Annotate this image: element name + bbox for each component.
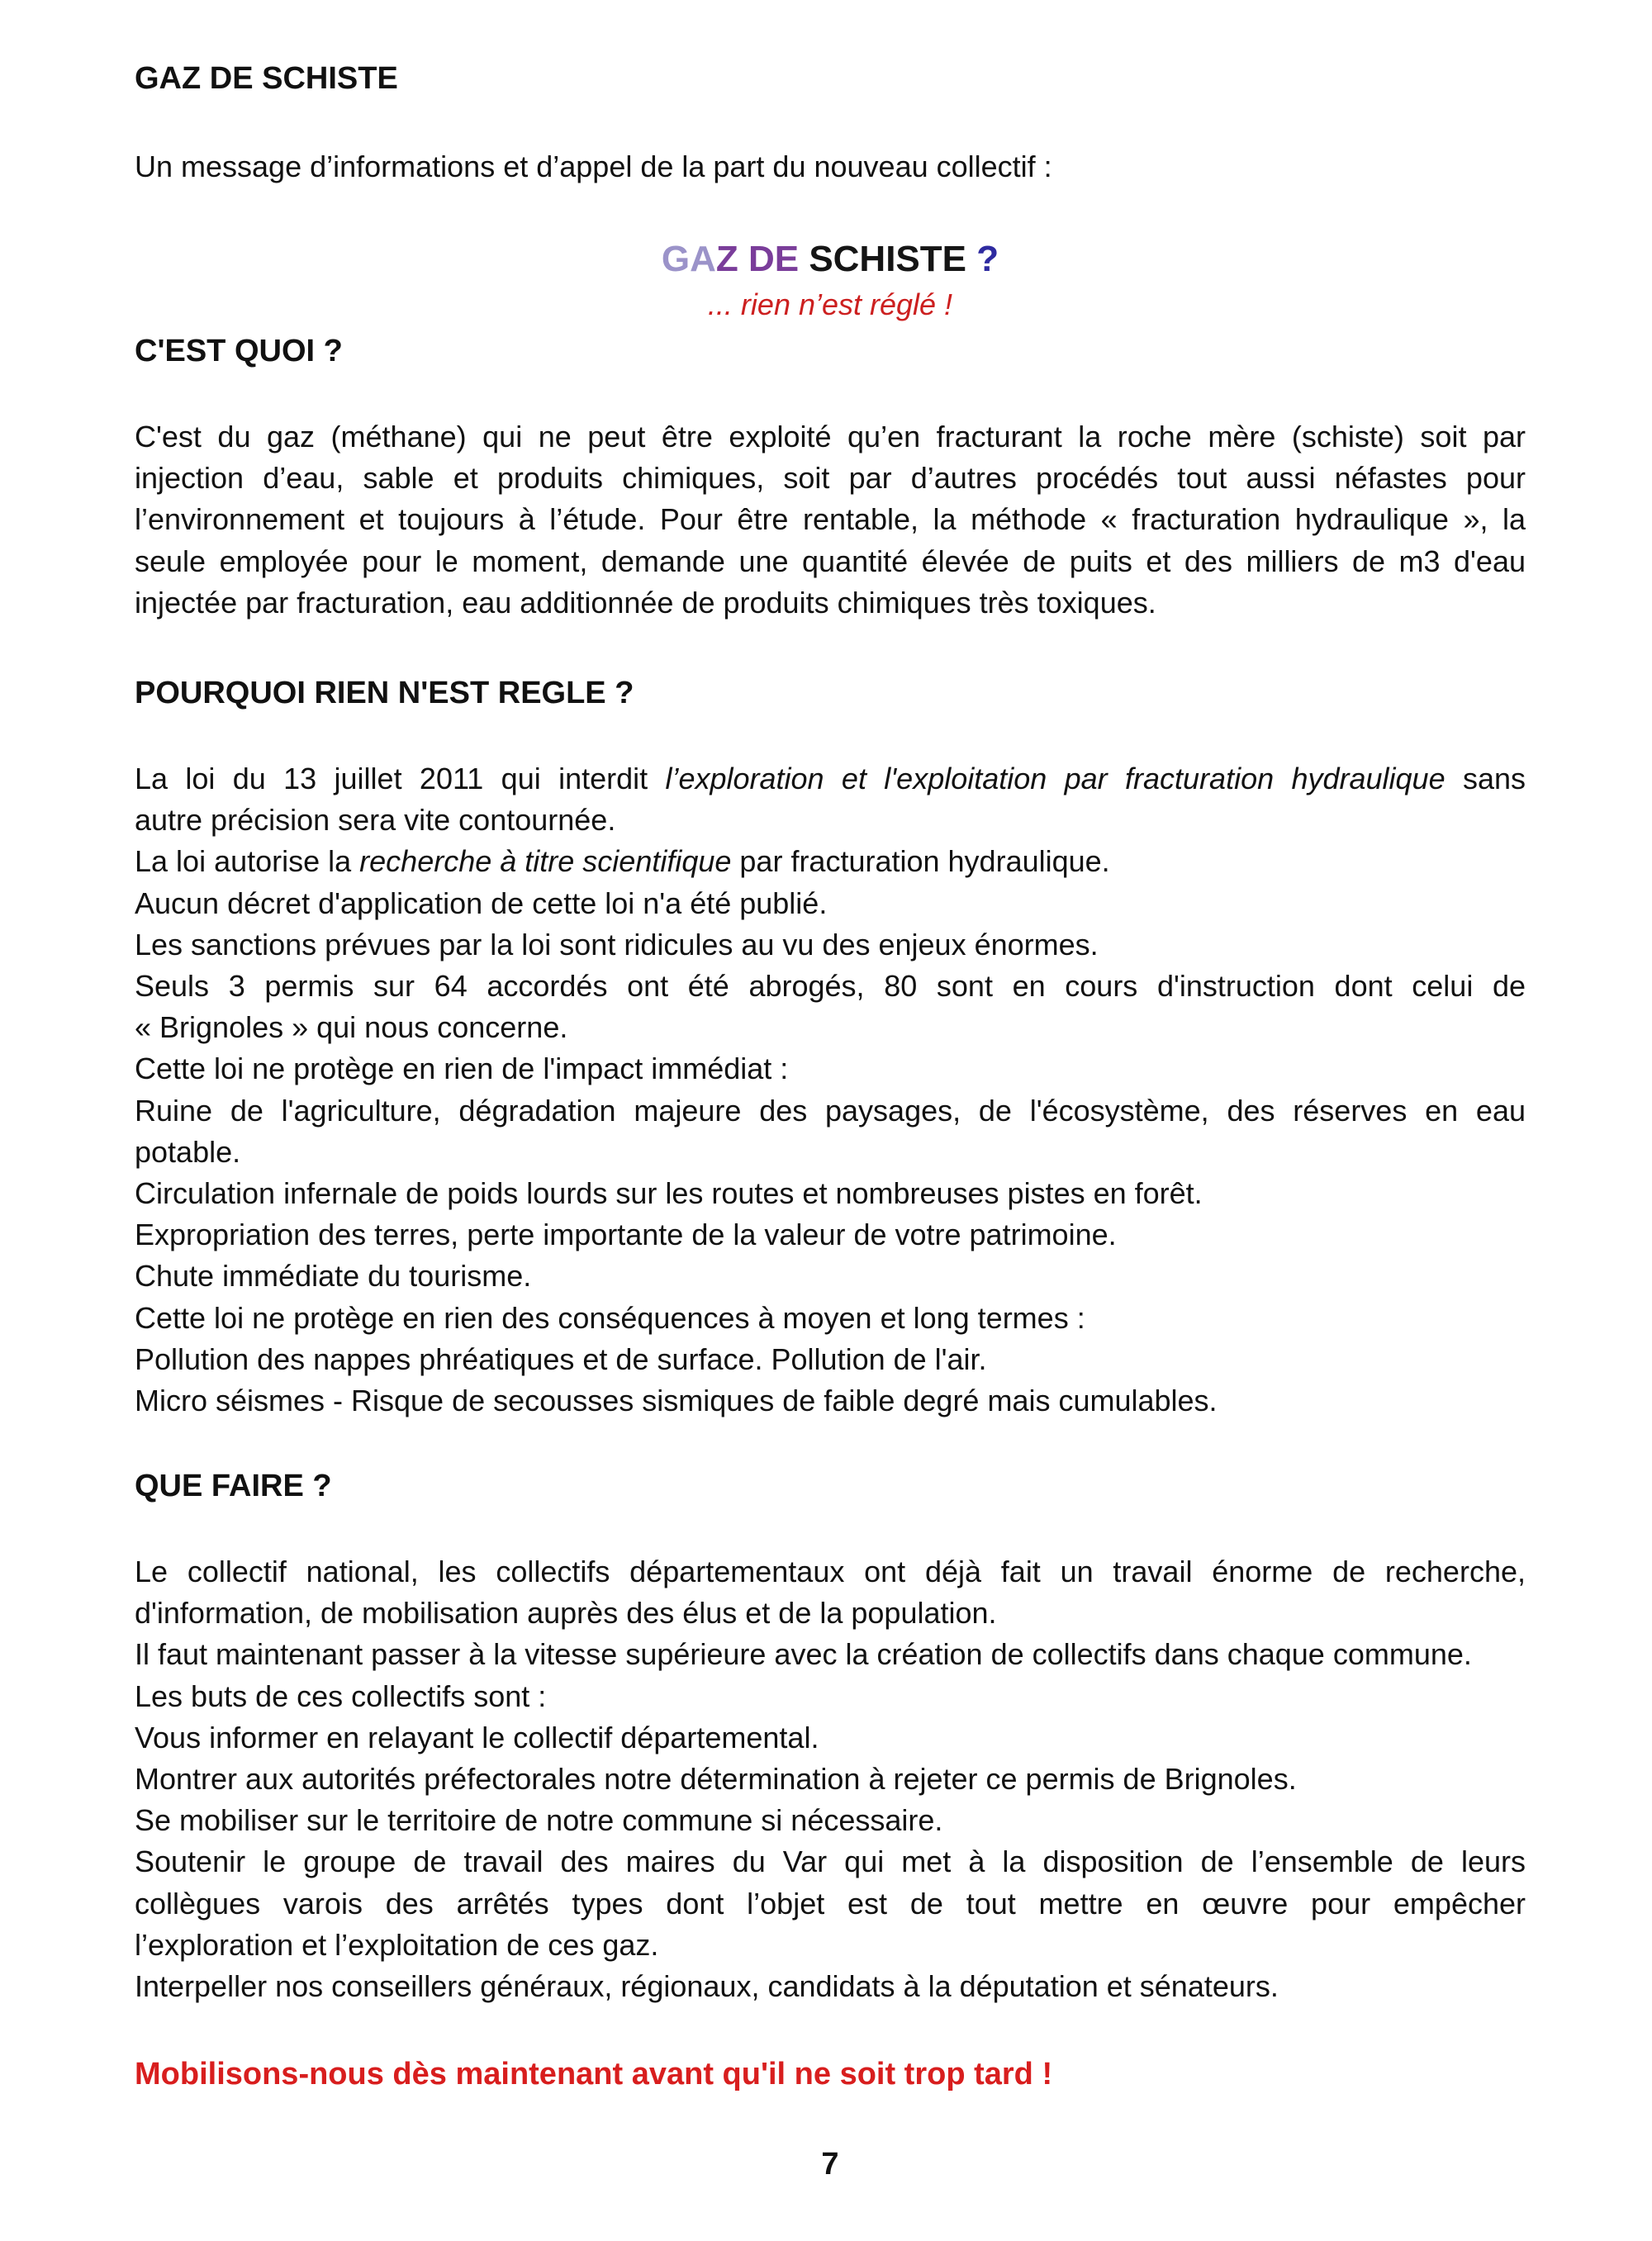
research-italic: recherche à titre scientifique xyxy=(359,844,732,879)
text-line: Circulation infernale de poids lourds sur les routes et nombreuses pistes en forêt. xyxy=(135,1176,1203,1211)
text-line: collègues varois des arrêtés types dont l’objet est de tout mettre en œuvre pour empêcher xyxy=(135,1886,1526,1921)
text-line: Les sanctions prévues par la loi sont ridicules au vu des enjeux énormes. xyxy=(135,927,1099,961)
text-line: Interpeller nos conseillers généraux, régionaux, candidats à la députation et sénateurs. xyxy=(135,1969,1279,2004)
section-body-que-faire xyxy=(135,1551,1526,2007)
law-italic: l’exploration et l'exploitation par fracturation hydraulique xyxy=(665,762,1446,795)
text-line: Se mobiliser sur le territoire de notre commune si nécessaire. xyxy=(135,1803,943,1838)
text-line: Chute immédiate du tourisme. xyxy=(135,1259,532,1294)
banner-title-part-4: ? xyxy=(966,239,999,279)
text-line: l’exploration et l’exploitation de ces gaz. xyxy=(135,1927,659,1962)
section-heading-que-faire: QUE FAIRE ? xyxy=(135,1469,332,1503)
text-line: Le collectif national, les collectifs départementaux ont déjà fait un travail énorme de recherche, xyxy=(135,1555,1526,1588)
text-line: Les buts de ces collectifs sont : xyxy=(135,1678,547,1713)
text-line: Vous informer en relayant le collectif départemental. xyxy=(135,1720,819,1754)
text-line: l’environnement et toujours à l’étude. Pour être rentable, la méthode « fracturation hydraulique », la xyxy=(135,502,1526,537)
text-line: autre précision sera vite contournée. xyxy=(135,803,616,838)
text-line: Cette loi ne protège en rien de l'impact immédiat : xyxy=(135,1052,789,1086)
text-line: injectée par fracturation, eau additionnée de produits chimiques très toxiques. xyxy=(135,585,1156,620)
law-pre: La loi du 13 juillet 2011 qui interdit xyxy=(135,762,666,795)
text-line: Micro séismes - Risque de secousses sismiques de faible degré mais cumulables. xyxy=(135,1384,1218,1418)
text-line: Il faut maintenant passer à la vitesse supérieure avec la création de collectifs dans chaque commune. xyxy=(135,1637,1472,1672)
research-pre: La loi autorise la xyxy=(135,844,360,879)
banner-title-part-3: SCHISTE xyxy=(809,239,967,279)
banner-title-part-2: Z DE xyxy=(715,239,809,279)
text-line: d'information, de mobilisation auprès des élus et de la population. xyxy=(135,1596,997,1631)
text-line: seule employée pour le moment, demande une quantité élevée de puits et des milliers de m3 d'eau xyxy=(135,544,1526,578)
research-post: par fracturation hydraulique. xyxy=(731,844,1110,879)
text-line: Ruine de l'agriculture, dégradation majeure des paysages, de l'écosystème, des réserves en eau xyxy=(135,1093,1526,1128)
section-heading-pourquoi: POURQUOI RIEN N'EST REGLE ? xyxy=(135,676,634,710)
text-line: Cette loi ne protège en rien des conséquences à moyen et long termes : xyxy=(135,1300,1085,1335)
banner-title xyxy=(135,236,1526,282)
text-line: injection d’eau, sable et produits chimiques, soit par d’autres procédés tout aussi néfastes pour xyxy=(135,461,1526,496)
law-post: sans xyxy=(1445,762,1526,795)
intro-text: Un message d’informations et d’appel de la part du nouveau collectif : xyxy=(135,150,1052,183)
text-line: Seuls 3 permis sur 64 accordés ont été abrogés, 80 sont en cours d'instruction dont celui de xyxy=(135,969,1526,1004)
section-body-pourquoi xyxy=(135,758,1526,1422)
text-line: C'est du gaz (méthane) qui ne peut être exploité qu’en fracturant la roche mère (schiste) soit par xyxy=(135,420,1526,453)
text-line: Soutenir le groupe de travail des maires du Var qui met à la disposition de l’ensemble de leurs xyxy=(135,1845,1526,1879)
banner-subtitle: ... rien n’est réglé ! xyxy=(707,287,953,321)
text-line: Expropriation des terres, perte importante de la valeur de votre patrimoine. xyxy=(135,1218,1117,1252)
text-line: Aucun décret d'application de cette loi n'a été publié. xyxy=(135,885,828,920)
law-line xyxy=(135,758,1526,800)
text-line: Pollution des nappes phréatiques et de surface. Pollution de l'air. xyxy=(135,1341,987,1376)
section-heading-cest-quoi: C'EST QUOI ? xyxy=(135,334,343,368)
text-line: « Brignoles » qui nous concerne. xyxy=(135,1010,568,1045)
research-line xyxy=(135,841,1526,882)
document-title: GAZ DE SCHISTE xyxy=(135,61,398,96)
banner-title-part-1: GA xyxy=(661,239,716,279)
text-line: potable. xyxy=(135,1134,241,1169)
page-number: 7 xyxy=(821,2147,839,2182)
text-line: Montrer aux autorités préfectorales notre détermination à rejeter ce permis de Brignoles. xyxy=(135,1762,1297,1797)
call-to-action: Mobilisons-nous dès maintenant avant qu'il ne soit trop tard ! xyxy=(135,2057,1053,2091)
section-body-cest-quoi xyxy=(135,416,1526,624)
